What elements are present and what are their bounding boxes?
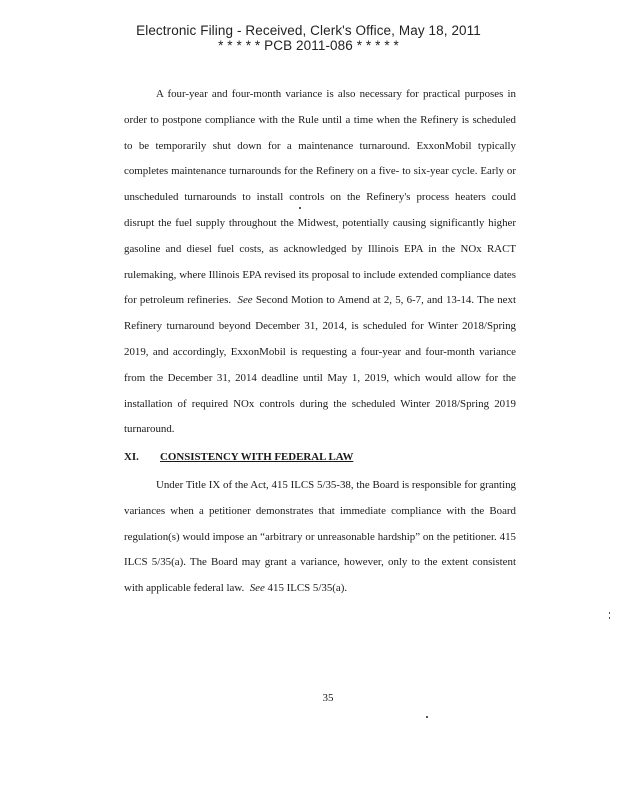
paragraph-text: Under Title IX of the Act, 415 ILCS 5/35-38, the Board is responsible for granting variances when a petitioner demonstrates that immediate compliance with the Board regulation(s) would impose an “arbitrary or unreasonable hardship” on the petitioner. 415 ILCS 5/35(a). The Board may grant a variance, however, only to the extent consistent with applicable federal law.	[124, 479, 516, 595]
paragraph-text-continued: Second Motion to Amend at 2, 5, 6-7, and 13-14. The next Refinery turnaround beyond December 31, 2014, is scheduled for Winter 2018/Spring 2019, and accordingly, ExxonMobil is requesting a four-year and four-month variance from the December 31, 2014 deadline until May 1, 2019, which would allow for the installation of required NOx controls during the scheduled Winter 2018/Spring 2019 turnaround.	[124, 294, 516, 436]
filing-stamp-line2: * * * * * PCB 2011-086 * * * * *	[218, 38, 399, 53]
scan-speck	[299, 207, 301, 209]
section-number: XI.	[124, 451, 139, 463]
page-number: 35	[322, 692, 334, 704]
scan-speck	[609, 612, 610, 614]
body-paragraph-variance	[124, 82, 516, 443]
citation-signal: See	[237, 294, 253, 307]
section-heading	[124, 451, 353, 463]
paragraph-text-continued: 415 ILCS 5/35(a).	[264, 582, 348, 595]
paragraph-text: A four-year and four-month variance is also necessary for practical purposes in order to postpone compliance with the Rule until a time when the Refinery is scheduled to be temporarily shut down for a maintenance turnaround. ExxonMobil typically completes maintenance turnarounds for the Refinery on a five- to six-year cycle. Early or unscheduled turnarounds to install controls on the Refinery's process heaters could disrupt the fuel supply throughout the Midwest, potentially causing significantly higher gasoline and diesel fuel costs, as acknowledged by Illinois EPA in the NOx RACT rulemaking, where Illinois EPA revised its proposal to include extended compliance dates for petroleum refineries.	[124, 88, 516, 307]
filing-stamp-line1: Electronic Filing - Received, Clerk's Office, May 18, 2011	[136, 23, 481, 38]
body-paragraph-federal-law	[124, 473, 516, 602]
citation-signal: See	[249, 582, 265, 595]
scan-speck	[609, 617, 610, 619]
section-title: CONSISTENCY WITH FEDERAL LAW	[160, 451, 354, 463]
scan-speck	[426, 716, 428, 718]
